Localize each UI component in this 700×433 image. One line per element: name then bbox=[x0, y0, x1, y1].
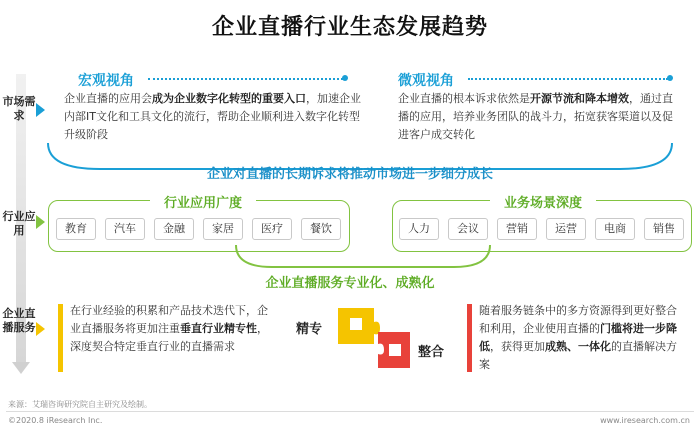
breadth-tag: 教育 bbox=[56, 218, 96, 240]
copyright: ©2020.8 iResearch Inc. bbox=[8, 416, 103, 425]
depth-tag: 运营 bbox=[546, 218, 586, 240]
left-accent-bar bbox=[58, 304, 63, 372]
source-note: 来源：艾瑞咨询研究院自主研究及绘制。 bbox=[8, 400, 152, 409]
right-accent-bar bbox=[467, 304, 472, 372]
website: www.iresearch.com.cn bbox=[600, 416, 690, 425]
row-label-industry: 行业应用 bbox=[2, 210, 36, 237]
specialization-text: 在行业经验的积累和产品技术迭代下，企业直播服务将更加注重垂直行业精专性，深度契合特定垂直行业的直播需求 bbox=[70, 304, 268, 353]
micro-text: 企业直播的根本诉求依然是开源节流和降本增效，通过直播的应用，培养业务团队的战斗力，拓宽获客渠道以及促进客户成交转化 bbox=[398, 92, 673, 141]
industry-pointer-icon bbox=[36, 215, 45, 229]
depth-tag: 会议 bbox=[448, 218, 488, 240]
breadth-tag: 金融 bbox=[154, 218, 194, 240]
row-label-service: 企业直播服务 bbox=[2, 307, 36, 334]
micro-dot-icon bbox=[667, 75, 673, 81]
macro-dotted-line bbox=[148, 78, 343, 80]
macro-heading: 宏观视角 bbox=[78, 73, 134, 89]
depth-tag: 人力 bbox=[399, 218, 439, 240]
depth-tag: 销售 bbox=[644, 218, 684, 240]
puzzle-icon bbox=[334, 298, 414, 370]
breadth-title: 行业应用广度 bbox=[150, 192, 256, 211]
breadth-tag: 餐饮 bbox=[301, 218, 341, 240]
depth-title: 业务场景深度 bbox=[490, 192, 596, 211]
macro-dot-icon bbox=[342, 75, 348, 81]
micro-dotted-line bbox=[468, 78, 668, 80]
keyword-zhenghe: 整合 bbox=[418, 345, 445, 360]
footer-divider bbox=[6, 411, 694, 412]
breadth-tag: 汽车 bbox=[105, 218, 145, 240]
breadth-tag: 家居 bbox=[203, 218, 243, 240]
integration-text: 随着服务链条中的多方资源得到更好整合和利用，企业使用直播的门槛将进一步降低，获得更加成熟、一体化的直播解决方案 bbox=[479, 304, 677, 371]
depth-tag: 营销 bbox=[497, 218, 537, 240]
keyword-jingzhuan: 精专 bbox=[296, 322, 323, 337]
mid-band-text: 企业直播服务专业化、成熟化 bbox=[265, 276, 435, 291]
page-title: 企业直播行业生态发展趋势 bbox=[211, 15, 488, 40]
top-band-text: 企业对直播的长期诉求将推动市场进一步细分成长 bbox=[206, 167, 493, 182]
service-pointer-icon bbox=[36, 322, 45, 336]
row-label-market: 市场需求 bbox=[2, 95, 36, 122]
timeline-arrow-head bbox=[12, 362, 30, 374]
breadth-tag: 医疗 bbox=[252, 218, 292, 240]
macro-text: 企业直播的应用会成为企业数字化转型的重要入口，加速企业内部IT文化和工具文化的流行，帮助企业顺利进入数字化转型升级阶段 bbox=[64, 92, 361, 141]
market-pointer-icon bbox=[36, 103, 45, 117]
micro-heading: 微观视角 bbox=[398, 73, 454, 89]
depth-tag: 电商 bbox=[595, 218, 635, 240]
